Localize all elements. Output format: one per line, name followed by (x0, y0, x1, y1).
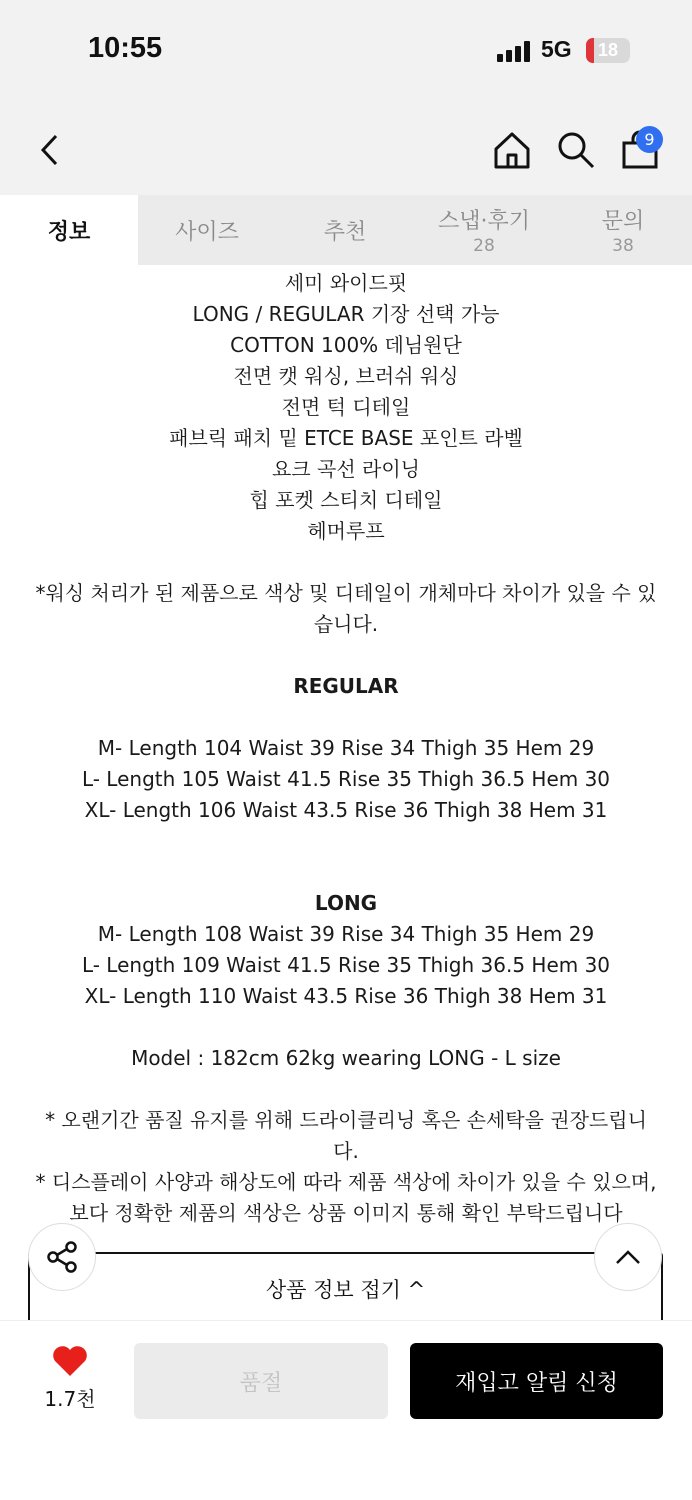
tab-label: 추천 (323, 219, 367, 245)
soldout-label: 품절 (239, 1370, 283, 1396)
description-line: 보다 정확한 제품의 색상은 상품 이미지 통해 확인 부탁드립니다 (69, 1201, 623, 1225)
description-line (0, 1074, 692, 1105)
home-icon[interactable] (492, 130, 532, 170)
description-line: * 디스플레이 사양과 해상도에 따라 제품 색상에 차이가 있을 수 있으며, (35, 1170, 657, 1194)
scroll-top-button[interactable] (594, 1223, 662, 1291)
tab-info[interactable] (0, 195, 138, 265)
restock-alert-button[interactable] (410, 1343, 663, 1419)
share-icon (45, 1240, 79, 1274)
like-button[interactable] (40, 1345, 100, 1412)
battery-level: 18 (597, 40, 619, 60)
description-line: 전면 턱 디테일 (281, 395, 411, 419)
back-icon[interactable] (38, 133, 62, 167)
tab-label: 스냅·후기 (437, 209, 530, 234)
battery-icon (586, 38, 630, 63)
status-time: 10:55 (88, 32, 163, 64)
tab-size[interactable] (138, 195, 276, 265)
restock-label: 재입고 알림 신청 (455, 1370, 618, 1396)
bottom-bar (0, 1320, 692, 1500)
chevron-up-icon (613, 1247, 643, 1267)
top-nav (0, 100, 692, 195)
share-button[interactable] (28, 1223, 96, 1291)
description-line: M- Length 104 Waist 39 Rise 34 Thigh 35 Hem 29 (97, 736, 595, 760)
description-line: LONG / REGULAR 기장 선택 가능 (192, 302, 500, 326)
description-line (0, 640, 692, 671)
tab-recommend[interactable] (276, 195, 414, 265)
status-bar (0, 0, 692, 100)
tab-label: 정보 (47, 219, 91, 245)
cart-badge: 9 (636, 126, 663, 153)
description-line (0, 1012, 692, 1043)
collapse-label: 상품 정보 접기 ^ (265, 1278, 426, 1302)
description-line: M- Length 108 Waist 39 Rise 34 Thigh 35 Hem 29 (97, 922, 595, 946)
description-line: LONG (314, 891, 378, 915)
search-icon[interactable] (556, 130, 596, 170)
description-line (0, 702, 692, 733)
tab-bar (0, 195, 692, 265)
heart-icon (52, 1345, 88, 1377)
tab-count: 38 (612, 236, 634, 256)
soldout-button[interactable] (134, 1343, 388, 1419)
description-line (0, 826, 692, 857)
description-line: 힙 포켓 스티치 디테일 (249, 488, 443, 512)
description-line: 다. (333, 1139, 359, 1163)
description-line (0, 547, 692, 578)
description-line: XL- Length 106 Waist 43.5 Rise 36 Thigh 38 Hem 31 (84, 798, 608, 822)
description-line: Model : 182cm 62kg wearing LONG - L size (131, 1046, 561, 1070)
description-line: L- Length 109 Waist 41.5 Rise 35 Thigh 36.5 Hem 30 (81, 953, 611, 977)
signal-icon (497, 40, 530, 62)
network-label: 5G (541, 36, 572, 62)
description-line: L- Length 105 Waist 41.5 Rise 35 Thigh 36.5 Hem 30 (81, 767, 611, 791)
like-count: 1.7천 (44, 1387, 96, 1411)
description-line: *워싱 처리가 된 제품으로 색상 및 디테일이 개체마다 차이가 있을 수 있 (35, 581, 657, 605)
description-line: REGULAR (293, 674, 399, 698)
description-line: 요크 곡선 라이닝 (272, 457, 420, 481)
product-description (0, 268, 692, 1229)
description-line: 전면 캣 워싱, 브러쉬 워싱 (233, 364, 459, 388)
description-line: 습니다. (313, 612, 379, 636)
description-line: 헤머루프 (307, 519, 385, 543)
description-line: XL- Length 110 Waist 43.5 Rise 36 Thigh 38 Hem 31 (84, 984, 608, 1008)
tab-inquiry[interactable] (554, 195, 692, 265)
description-line: 세미 와이드핏 (284, 271, 408, 295)
tab-label: 문의 (601, 209, 645, 234)
tab-snap-review[interactable] (414, 195, 554, 265)
tab-count: 28 (473, 236, 495, 256)
description-line: 패브릭 패치 밑 ETCE BASE 포인트 라벨 (169, 426, 523, 450)
tab-label: 사이즈 (175, 219, 239, 245)
description-line: COTTON 100% 데님원단 (230, 333, 462, 357)
description-line (0, 857, 692, 888)
description-line: * 오랜기간 품질 유지를 위해 드라이클리닝 혹은 손세탁을 권장드립니 (45, 1108, 647, 1132)
